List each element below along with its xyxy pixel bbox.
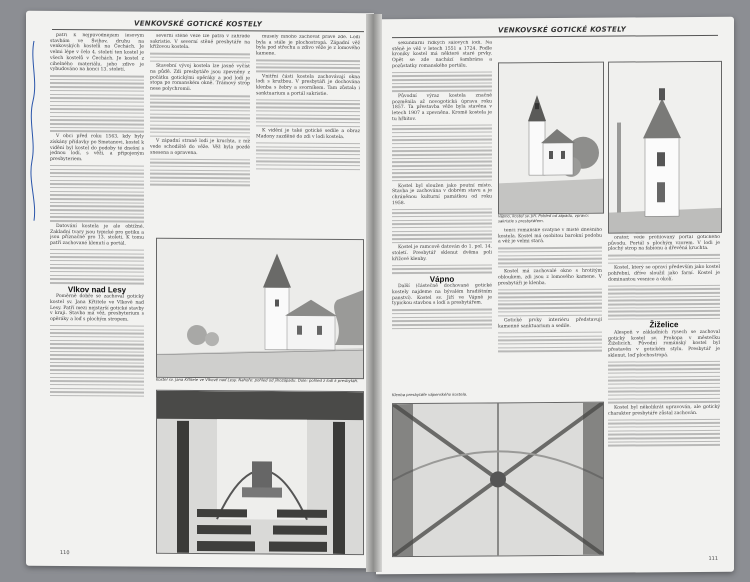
section-heading: Vápno (429, 274, 455, 284)
running-head-right: VENKOVSKÉ GOTICKÉ KOSTELY (498, 25, 627, 35)
paragraph: Poměrně dobře se zachoval gotický kostel sv. Jana Křtitele ve Vlkově nad Lesy. Patří mezi nejstarší gotické stavby v kraji. Stavba má věž, presbyterium s opěráky a loď s plochým stropem. (50, 294, 144, 323)
left-column-2 (150, 34, 250, 235)
paragraph: Kostel byl několikrát upravován, ale gotický charakter presbytáře zůstal zachován. (608, 404, 720, 417)
paragraph: oratoř, vede profilovaný portál gotického původu. Portál s plochým vzorem. V lodi je plochý strop na fabionu a dřevěná kruchta. (608, 234, 720, 253)
paragraph: Kostel má zachovalé okno s hrotitým obloukem, zdi jsou z lomového kamene. V presbytáři je klenba. (498, 269, 602, 287)
paragraph: Vnitřní části kostela zachovávají okna lodi s kružbou. V presbytáři je dochována klenba s žebry a svorníkem. Tam zůstala i sanktuarium a portál sakristie. (256, 74, 360, 97)
vapno-church-photo (498, 62, 604, 215)
paragraph: Další (částečně dochované gotické kostely najdeme na bývalém hradištním panství). Kostel sv. Jiří ve Vápně je typickou stavbou s lodí a presbytářem. (392, 283, 492, 307)
paragraph: Datování kostela je ale obtížné. Zakladní tvary jsou typické pro gotiku a jsou příznačné pro 13. století. K tomu patří zachované klenutí a portál. (50, 223, 144, 247)
left-column-1 (50, 33, 144, 539)
paragraph: severní stěně věže lze patra v zahradě sakristie. V severní stěně presbytáře na křížovou kostela. (150, 33, 250, 51)
church-interior-photo (156, 390, 364, 555)
running-head-left: VENKOVSKÉ GOTICKÉ KOSTELY (134, 19, 263, 29)
page-number-right: 111 (708, 555, 718, 562)
vault-ceiling-photo (392, 402, 604, 557)
paragraph: V západní straně lodi je kruchta, z níž vede schodiště do věže. Věž byla pozdě snesena a opravena. (150, 139, 250, 156)
paragraph: tenci románské svatyně v místě dnešního kostela. Kostel má osobitou barokní podobu a věž je velmi stará. (498, 227, 602, 245)
page-number-left: 110 (60, 550, 70, 557)
header-rule-left (52, 29, 364, 32)
paragraph: musely mnoho zachovat pravé zde. Lodí byla a stále je plochostropá. Západní věž byla pod střechu a zdivo věže je z lomového kamene. (256, 34, 360, 57)
church-tower-photo (608, 61, 722, 234)
paragraph: Kostel byl sloužen jako poutní místo. Stavba je zachována v dobrém stavu a je chráněnou kulturní památkou od roku 1958. (392, 182, 492, 206)
left-page (26, 11, 374, 568)
paragraph: Kostel je ramcově datován do 1. pol. 14. století. Presbytář sklenut dvěma poli křížové klenby. (392, 244, 492, 262)
margin-doodle (28, 41, 40, 221)
paragraph: sekundární řídkých sálových lodí. Na stěně je věž v letech 1551 a 1724. Podle kroniky kostel má některé staré prvky. Opět se zde nachází šambrána a pozůstatky romanského portálu. (392, 40, 492, 69)
right-column-3 (608, 235, 720, 546)
section-heading: Vlkov nad Lesy (67, 284, 127, 294)
paragraph: V obci před roku 1563, kdy byly získány přídavky po Smetanovi, kostel k vidění byl kostel do podoby té dnešní s jednou lodí, s věží, a připojeným presbyteriem. (50, 134, 144, 163)
header-rule-right (392, 35, 718, 38)
left-column-3 (256, 34, 360, 235)
paragraph: K vidění je také gotické sedile a obraz Madony zazděné do zdi v lodi kostela. (256, 128, 360, 140)
paragraph: Alespoň v základních rysech se zachoval gotický kostel sv. Prokopa v městečku Žiželicích. Původní románský kostel byl přestavěn v gotickém stylu. Presbytář je sklenut, loď plochostropá. (608, 329, 720, 359)
right-column-2 (498, 228, 602, 389)
photo-caption: Vápno, kostel sv. Jiří. Pohled od západu, vpravo: sakristie s presbytářem. (498, 212, 590, 223)
book-gutter (366, 14, 382, 572)
paragraph: patří k nejpůvodnějším lesovým stavbám ve Švihov, druhu na venkovských kostelů na Čechách. Je velmi lépe v čelo 4. století ten kostel je všech kostelů v Čechách. Je kostel z cihelného materiálu, jeho zdivo je vybudováno na konci 13. století. (50, 32, 144, 73)
section-heading: Žiželice (649, 320, 679, 330)
open-book (18, 8, 740, 574)
paragraph: Gotické prvky interiéru představují kamenné sanktuarium a sedile. (498, 317, 602, 330)
photo-caption: Klenba presbytáře vápenského kostela. (392, 391, 468, 398)
paragraph: Kostel, který se opraví především jako kostel pohřební, dříve sloužil jako farní. Kostel je dominantou vesnice a okolí. (608, 265, 720, 283)
right-page (376, 17, 734, 574)
photo-caption: Kostel sv. Jana Křtitele ve Vlkově nad Lesy. Nahoře: pohled od jihozápadu. Dole: pohled z lodi k presbytáři. (156, 376, 359, 384)
paragraph: Původní výraz kostela značně pozměnila až novogotická úprava roku 1857. Ta přestavba věže byla stavěna v letech 1907 a zpevněna. Kromě kostela je tu hřbitov. (392, 93, 492, 122)
paragraph: Stavební vývoj kostela lze jasně vyčíst na půdě. Zdi presbytáře jsou zpevněny z počátku gotickými opěráky a pod lodí je stopa po romanském okně. Trámový strop nese polychromii. (150, 64, 250, 93)
church-exterior-photo (156, 238, 364, 379)
